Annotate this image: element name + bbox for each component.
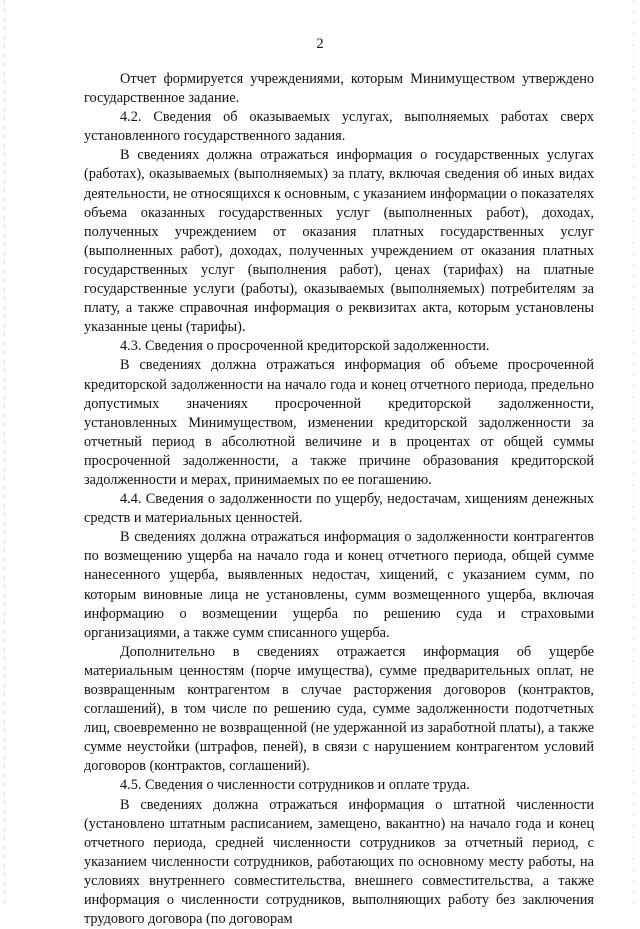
paragraph-report-intro: Отчет формируется учреждениями, которым Минимуществом утверждено государственное задание. (84, 71, 594, 107)
paragraph-staff-numbers: В сведениях должна отражаться информация о штатной численности (установлено штатным расписанием, замещено, вакантно) на начало года и конец отчетного периода, средней численности сотрудников за отчетный период, с указанием численности сотрудников, работающих по основному месту работы, на условиях внутреннего совместительства, внешнего совместительства, а также информация о численности сотрудников, выполняющих работу без заключения трудового договора (по договорам (84, 796, 594, 928)
scan-edge-right (633, 0, 634, 905)
heading-4-5: 4.5. Сведения о численности сотрудников и оплате труда. (120, 777, 470, 794)
scan-edge-left (4, 0, 5, 905)
paragraph-paid-services: В сведениях должна отражаться информация о государственных услугах (работах), оказываемых (выполняемых) за плату, включая сведения об иных видах деятельности, не относящихся к основным, с указанием информации о показателях объема оказанных государственных услуг (выполненных работ), доходах, полученных учреждением от оказания платных государственных услуг (выполненных работ), доходах, полученных учреждением от оказания платных государственных услуг (выполнения работ), ценах (тарифах) на платные государственные услуги (работы), оказываемых (выполняемых) потребителям за плату, а также справочная информация о реквизитах акта, которым установлены указанные цены (тарифы). (84, 147, 594, 336)
paragraph-additional-info: Дополнительно в сведениях отражается информация об ущербе материальным ценностям (порче имущества), сумме предварительных оплат, не возвращенным контрагентом в случае расторжения договоров (контрактов, соглашений), в том числе по решению суда, сумме задолженности подотчетных лиц, своевременно не возвращенной (не удержанной из заработной платы), а также сумме неустойки (штрафов, пеней), в связи с нарушением контрагентом условий договоров (контрактов, соглашений). (84, 643, 594, 775)
heading-4-4: 4.4. Сведения о задолженности по ущербу, недостачам, хищениям денежных средств и материальных ценностей. (84, 491, 594, 527)
heading-4-2: 4.2. Сведения об оказываемых услугах, выполняемых работах сверх установленного государственного задания. (84, 109, 594, 145)
paragraph-overdue-payables: В сведениях должна отражаться информация об объеме просроченной кредиторской задолженности на начало года и конец отчетного периода, предельно допустимых значениях просроченной кредиторской задолженности, установленных Минимуществом, изменении кредиторской задолженности за отчетный период в абсолютной величине и в процентах от общей суммы просроченной задолженности, а также причине образования кредиторской задолженности и мерах, принимаемых по ее погашению. (84, 357, 594, 488)
page-number: 2 (316, 36, 324, 52)
heading-4-3: 4.3. Сведения о просроченной кредиторской задолженности. (120, 338, 490, 355)
paragraph-damage-debt: В сведениях должна отражаться информация о задолженности контрагентов по возмещению ущерба на начало года и конец отчетного периода, общей сумме нанесенного ущерба, выявленных недостач, хищений, с указанием сумм, по которым виновные лица не установлены, сумм возмещенного ущерба, включая информацию о возмещении ущерба по решению суда и страховыми организациями, а также сумм списанного ущерба. (84, 529, 594, 641)
document-body (84, 70, 594, 929)
